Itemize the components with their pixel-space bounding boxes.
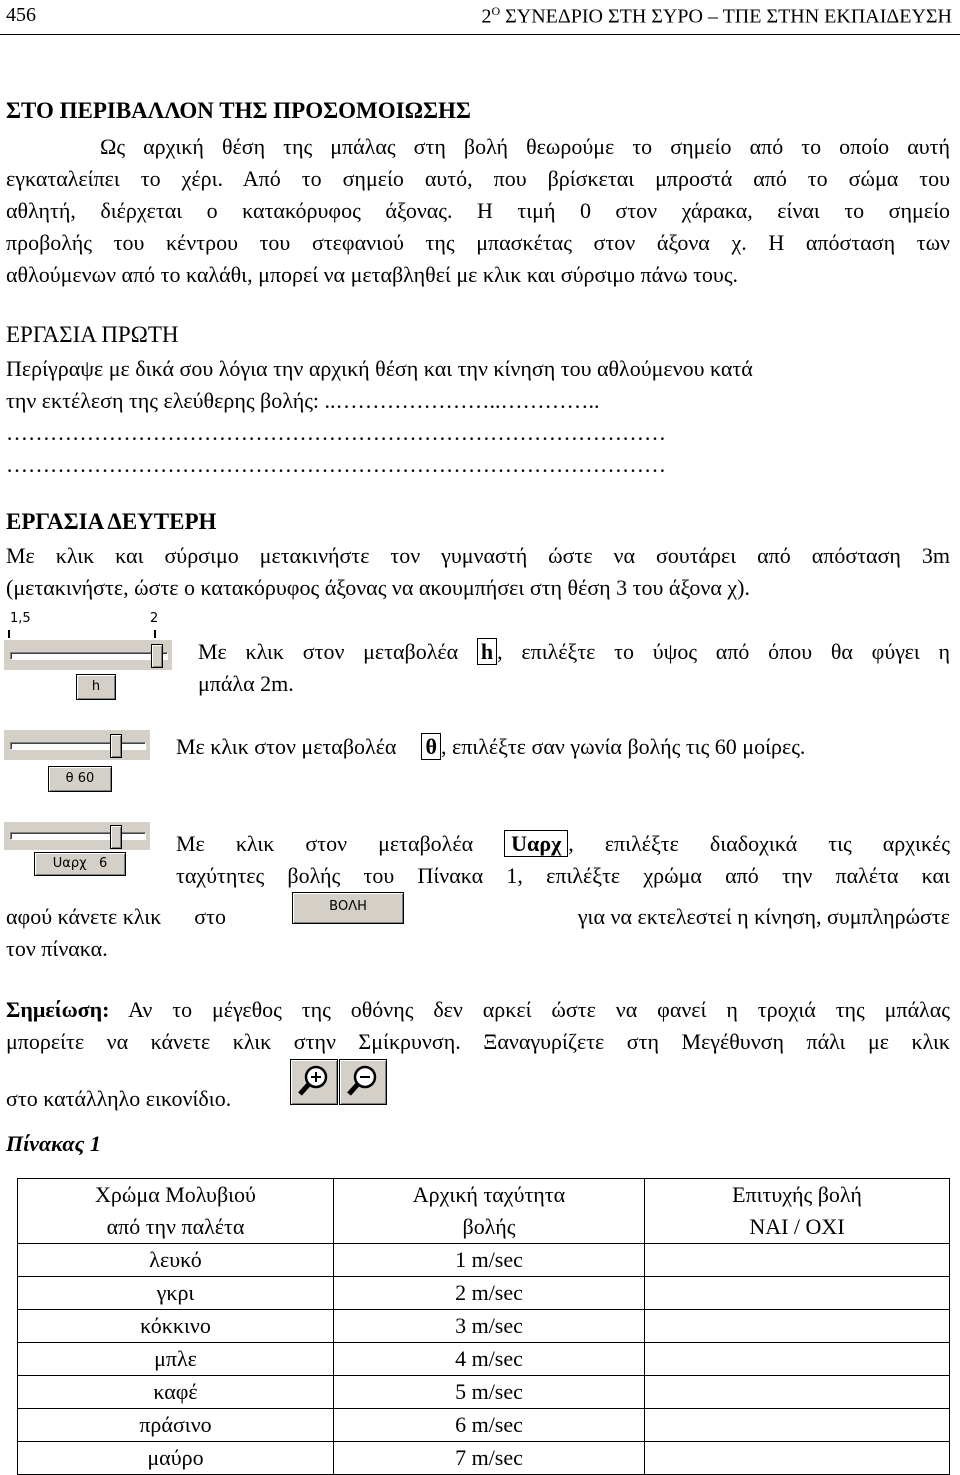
table-cell: 1 m/sec [334, 1244, 645, 1277]
table-cell: γκρι [18, 1277, 334, 1310]
table-cell-answer[interactable] [645, 1442, 950, 1475]
table-cell: κόκκινο [18, 1310, 334, 1343]
table-cell: μαύρο [18, 1442, 334, 1475]
zoom-out-icon [340, 1060, 386, 1104]
table-cell: καφέ [18, 1376, 334, 1409]
paragraph-line: εγκαταλείπει το χέρι. Από το σημείο αυτό, που βρίσκεται μπροστά από το σώμα του [6, 166, 950, 191]
table-header-cell [645, 1179, 950, 1244]
paragraph-line: Ως αρχική θέση της μπάλας στη βολή θεωρούμε το σημείο από το οποίο αυτή [100, 134, 950, 159]
table-cell-answer[interactable] [645, 1277, 950, 1310]
h-text-c: μπάλα 2m. [198, 671, 294, 696]
table-cell: 2 m/sec [334, 1277, 645, 1310]
velocity-slider-track[interactable] [10, 832, 146, 840]
note-label: Σημείωση: [6, 997, 110, 1022]
answer-dots: ……………………………………………………………………………… [6, 420, 666, 445]
task2-body [6, 540, 950, 604]
v-text-d-a: αφού κάνετε κλικ στο [6, 904, 226, 929]
task1-heading: ΕΡΓΑΣΙΑ ΠΡΩΤΗ [6, 322, 179, 347]
h-slider-thumb[interactable] [151, 644, 163, 668]
v-text-d-b: για να εκτελεστεί η κίνηση, συμπληρώστε [577, 904, 950, 929]
h-slider-track[interactable] [10, 652, 168, 660]
header-rule [0, 34, 960, 35]
table-caption: Πίνακας 1 [6, 1131, 101, 1156]
v-text-e: τον πίνακα. [6, 936, 108, 961]
h-slider-widget [4, 608, 172, 704]
velocity-slider-thumb[interactable] [110, 825, 122, 849]
paragraph-line: προβολής του κέντρου του στεφανιού της μπασκέτας στον άξονα χ. Η απόσταση των [6, 230, 950, 255]
task1-line: Περίγραψε με δικά σου λόγια την αρχική θέση και την κίνηση του αθλούμενου κατά [6, 356, 753, 381]
table-row [18, 1442, 950, 1475]
header-line: από την παλέτα [106, 1214, 245, 1239]
theta-variable-box: θ [421, 733, 440, 760]
header-line: Επιτυχής βολή [732, 1182, 862, 1207]
task2-line: Με κλικ και σύρσιμο μετακινήστε τον γυμναστή ώστε να σουτάρει από απόσταση 3m [6, 543, 950, 568]
table-row [18, 1376, 950, 1409]
task2-line: (μετακινήστε, ώστε ο κατακόρυφος άξονας να ακουμπήσει στη θέση 3 του άξονα χ). [6, 575, 750, 600]
answer-dots: ……………………………………………………………………………… [6, 452, 666, 477]
header-line: Χρώμα Μολυβιού [95, 1182, 256, 1207]
table-row [18, 1277, 950, 1310]
header-line: Αρχική ταχύτητα [412, 1182, 566, 1207]
table-cell-answer[interactable] [645, 1409, 950, 1442]
results-table [17, 1178, 950, 1475]
v-variable-box: Uαρχ [504, 830, 568, 857]
table-header-cell [334, 1179, 645, 1244]
v-text-b: , επιλέξτε διαδοχικά τις αρχικές [568, 831, 950, 856]
table-cell: πράσινο [18, 1409, 334, 1442]
header-line: βολής [462, 1214, 516, 1239]
note-line: μπορείτε να κάνετε κλικ στην Σμίκρυνση. Ξαναγυρίζετε στη Μεγέθυνση πάλι με κλικ [6, 1029, 950, 1054]
h-variable-box: h [477, 638, 497, 665]
table-cell: 6 m/sec [334, 1409, 645, 1442]
v-text-a: Με κλικ στον μεταβολέα [176, 831, 474, 856]
h-slider-max-label: 2 [150, 611, 159, 626]
theta-instructions [176, 731, 950, 763]
theta-text-b: , επιλέξτε σαν γωνία βολής τις 60 μοίρες. [440, 734, 806, 759]
table-cell-answer[interactable] [645, 1244, 950, 1277]
table-row [18, 1409, 950, 1442]
table-cell: μπλε [18, 1343, 334, 1376]
table-cell-answer[interactable] [645, 1376, 950, 1409]
table-cell: λευκό [18, 1244, 334, 1277]
table-header-cell [18, 1179, 334, 1244]
velocity-slider-widget [4, 822, 150, 880]
v-text-c: ταχύτητες βολής του Πίνακα 1, επιλέξτε χρώμα από την παλέτα και [176, 863, 950, 888]
h-text-b: , επιλέξτε το ύψος από όπου θα φύγει η [497, 639, 950, 664]
h-slider-min-label: 1,5 [10, 611, 31, 626]
h-instructions [198, 636, 950, 700]
theta-button[interactable]: θ 60 [48, 766, 112, 792]
table-cell: 3 m/sec [334, 1310, 645, 1343]
table-row [18, 1343, 950, 1376]
h-text-a: Με κλικ στον μεταβολέα [198, 639, 459, 664]
running-header [481, 4, 952, 29]
section-heading-simulation: ΣΤΟ ΠΕΡΙΒΑΛΛΟΝ ΤΗΣ ΠΡΟΣΟΜΟΙΩΣΗΣ [6, 98, 471, 123]
task1-body [6, 353, 950, 481]
paragraph-line: αθλούμενων από το καλάθι, μπορεί να μεταβληθεί με κλικ και σύρσιμο πάνω τους. [6, 262, 739, 287]
shoot-button[interactable]: ΒΟΛΗ [292, 892, 404, 924]
theta-slider-widget [4, 730, 150, 794]
header-title-sup: Ο [491, 4, 501, 18]
velocity-button[interactable]: Uαρχ 6 [34, 852, 126, 876]
table-row [18, 1244, 950, 1277]
task1-line: την εκτέλεση της ελεύθερης βολής: ..…………………..………….. [6, 388, 600, 413]
zoom-out-button[interactable] [339, 1059, 387, 1105]
paragraph-line: αθλητή, διέρχεται ο κατακόρυφος άξονας. Η τιμή 0 στον χάρακα, είναι το σημείο [6, 198, 950, 223]
table-header-row [18, 1179, 950, 1244]
header-title-rest: ΣΥΝΕΔΡΙΟ ΣΤΗ ΣΥΡΟ – ΤΠΕ ΣΤΗΝ ΕΚΠΑΙΔΕΥΣΗ [500, 5, 952, 28]
note-line: Αν το μέγεθος της οθόνης δεν αρκεί ώστε να φανεί η τροχιά της μπάλας [109, 997, 950, 1022]
table-cell: 4 m/sec [334, 1343, 645, 1376]
theta-text-a: Με κλικ στον μεταβολέα [176, 734, 397, 759]
tick-mark [8, 630, 10, 638]
table-cell: 5 m/sec [334, 1376, 645, 1409]
note-line: στο κατάλληλο εικονίδιο. [6, 1086, 232, 1111]
header-line: ΝΑΙ / ΟΧΙ [749, 1214, 845, 1239]
table-cell-answer[interactable] [645, 1310, 950, 1343]
theta-slider-track[interactable] [10, 742, 146, 750]
velocity-instructions [176, 828, 950, 892]
tick-mark [154, 630, 156, 638]
header-title-prefix: 2 [481, 5, 492, 28]
note-block [6, 994, 950, 1058]
theta-slider-thumb[interactable] [110, 734, 122, 758]
page-number: 456 [6, 4, 36, 26]
zoom-in-button[interactable] [290, 1059, 338, 1105]
table-row [18, 1310, 950, 1343]
zoom-in-icon [291, 1060, 337, 1104]
task2-heading: ΕΡΓΑΣΙΑ ΔΕΥΤΕΡΗ [6, 509, 217, 534]
h-button[interactable]: h [76, 674, 116, 700]
section-simulation-body [6, 131, 950, 291]
table-cell: 7 m/sec [334, 1442, 645, 1475]
table-cell-answer[interactable] [645, 1343, 950, 1376]
